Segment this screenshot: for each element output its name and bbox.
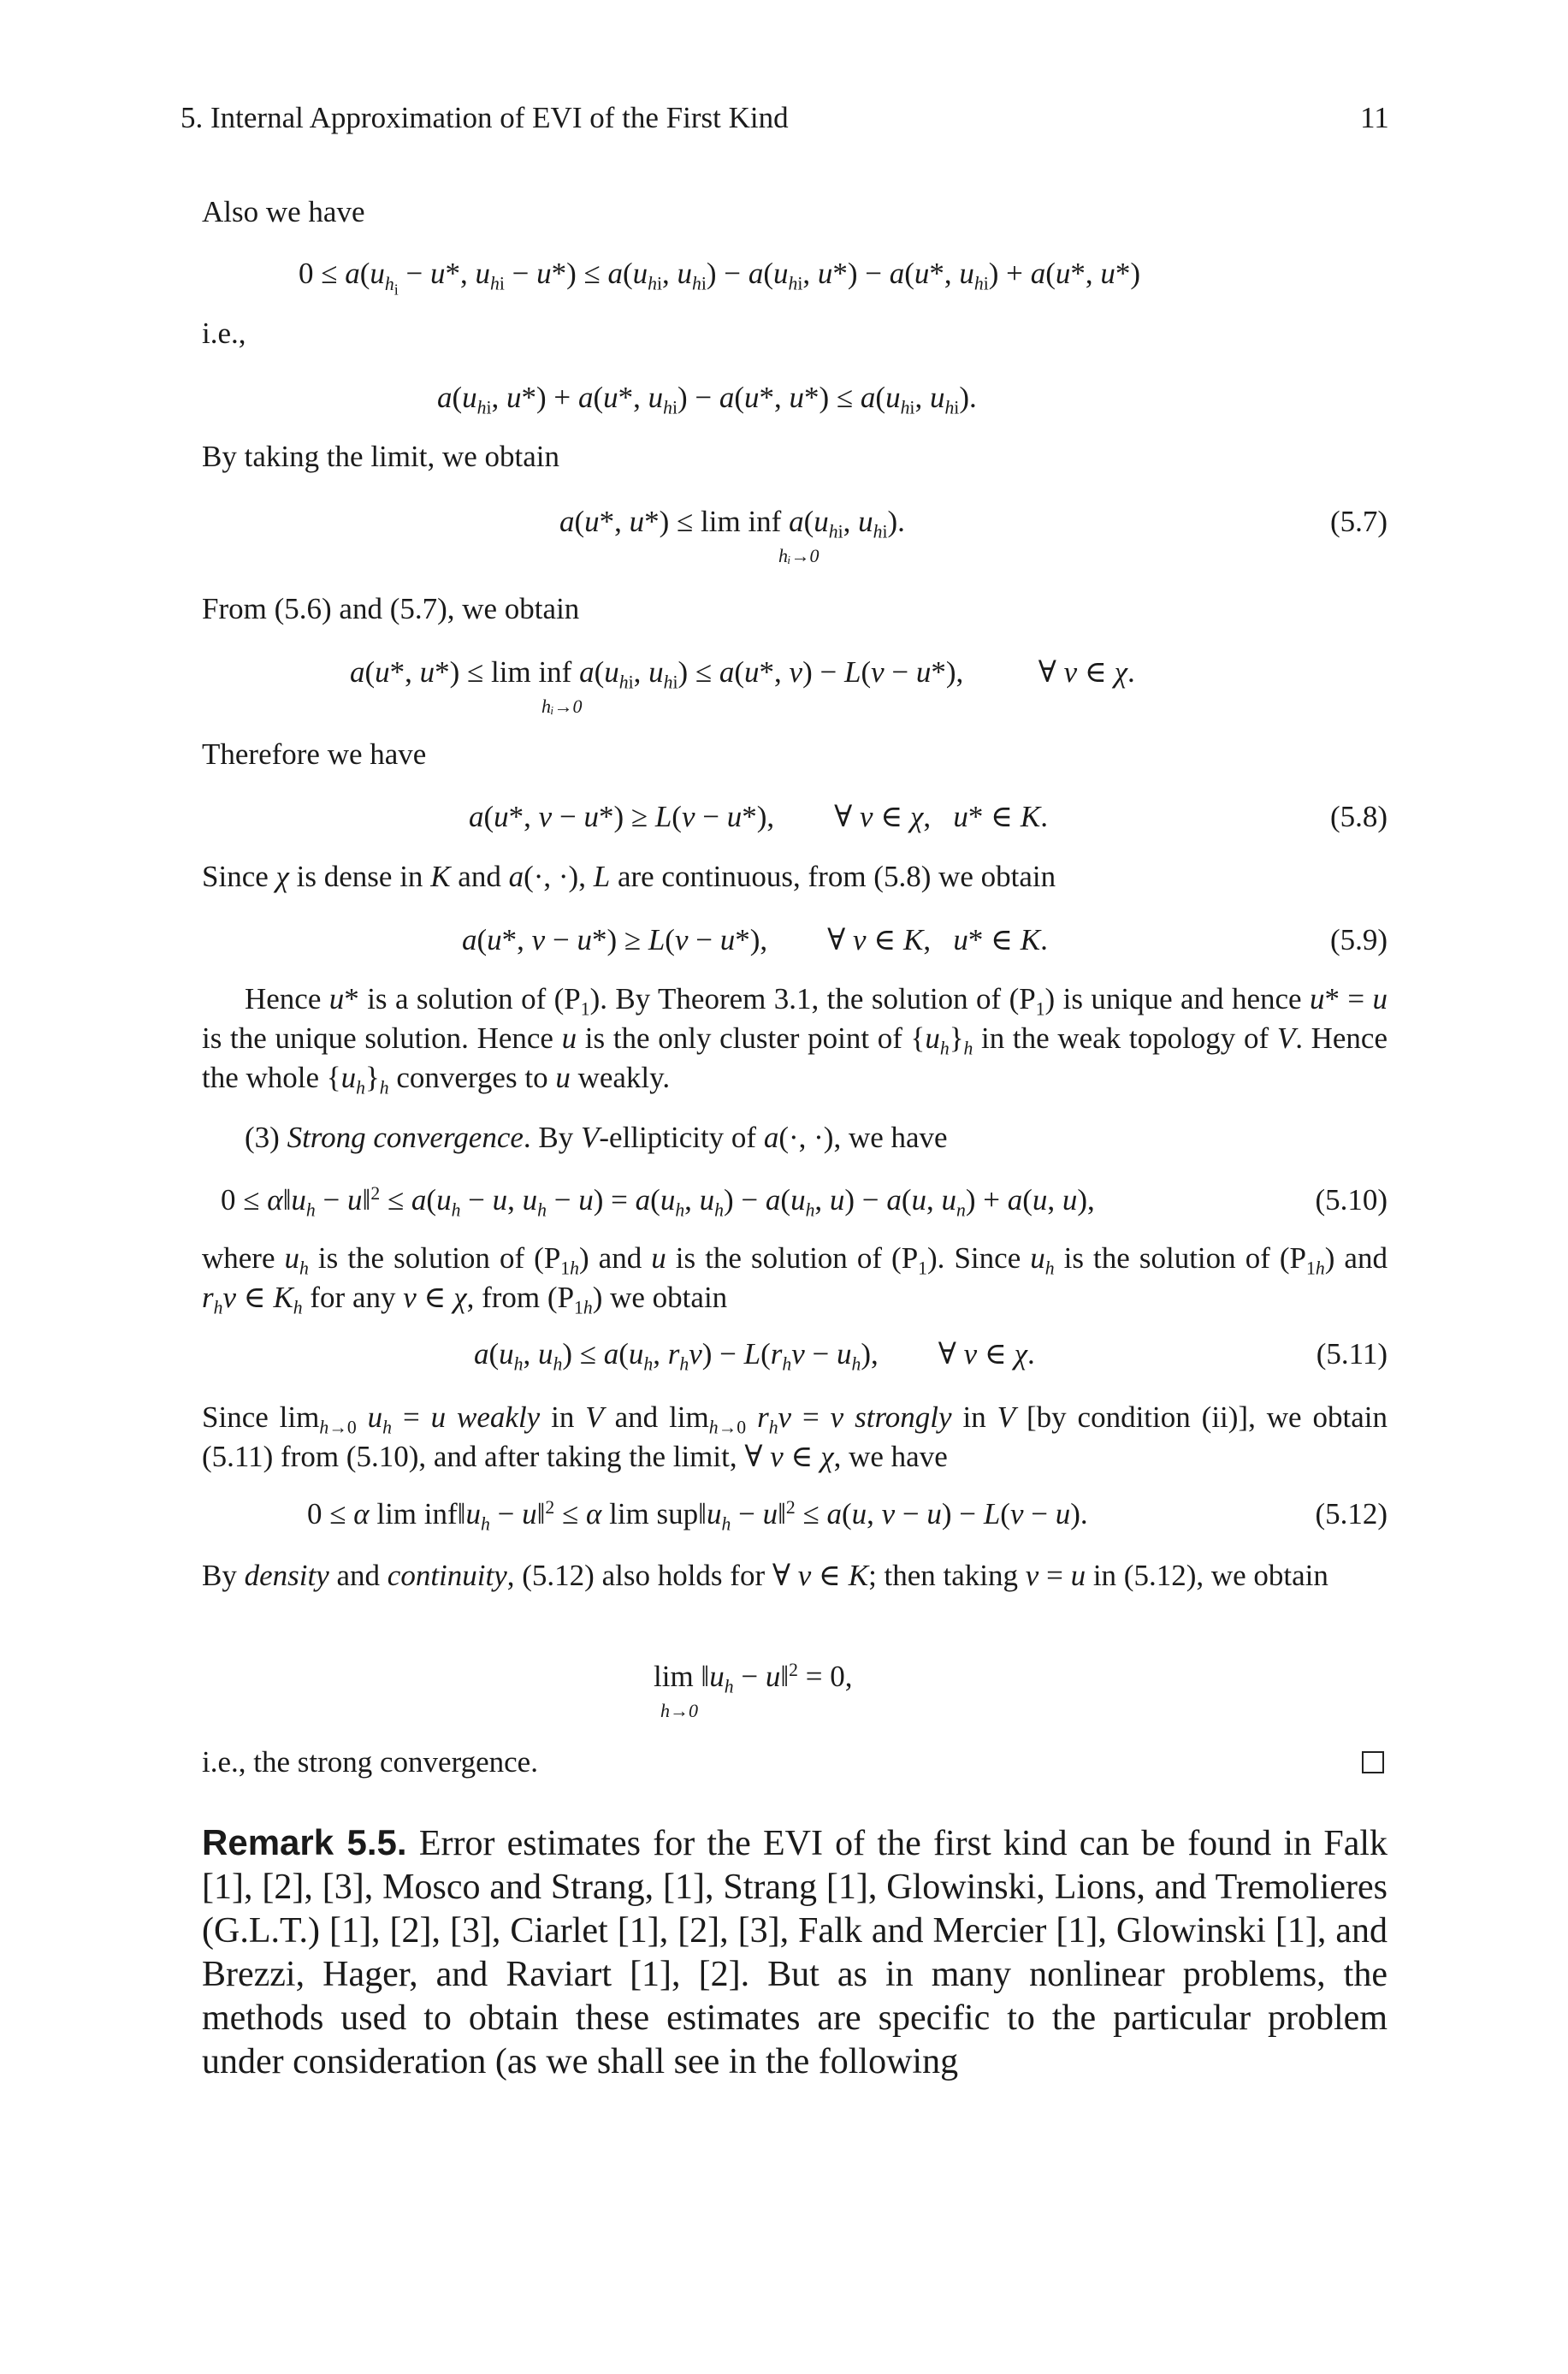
remark-label: Remark 5.5. (202, 1822, 407, 1862)
equation-a: $0 \le a(u_{h_i} - u*$, $u_{hi} - u*) \le a(u_{hi}$, $u_{hi}) - a(u_{hi}$, u*) − a(u*, $u_{hi}) + a(u*$, u*) (299, 257, 1140, 298)
equation-number-5-8: (5.8) (1329, 800, 1388, 833)
text-therefore: Therefore we have (202, 737, 427, 771)
paragraph-where: where $u_h$ is the solution of $(P_{1h})$ and u is the solution of $(P_1)$. Since $u_h$ is the solution of $(P_{1h})$ and $r_hv$ ∈ $K_h$ for any v ∈ χ, from $(P_{1h})$ we obtain (202, 1241, 1388, 1318)
text-by-taking-limit: By taking the limit, we obtain (202, 440, 560, 473)
equation-5-10: $0 \le \alpha‖u_h$ − u‖$^2$ ≤ $a(u_h - u$, $u_h - u) = a(u_h$, $u_h) - a(u_h$, u) − a(u, $u_n) + a(u$, u), (221, 1183, 1095, 1221)
equation-5-8: a(u*, v − u*) ≥ L(v − u*), ∀ v ∈ χ, u* ∈ K. (469, 800, 1048, 833)
equation-number-5-11: (5.11) (1316, 1337, 1388, 1371)
limit-subscript-2: hᵢ→0 (541, 696, 583, 717)
limit-subscript-3: h→0 (660, 1700, 698, 1721)
paragraph-since-lim: Since $\lim_{h\to 0} u_h = u$ weakly in V and $\lim_{h\to 0} r_hv = v$ strongly in V [by condition (ii)], we obtain (5.11) from (5.10), and after taking the limit, ∀ v ∈ χ, we have (202, 1400, 1388, 1473)
text-ie-1: i.e., (202, 317, 246, 350)
equation-number-5-10: (5.10) (1315, 1183, 1388, 1217)
equation-d: $\lim ‖u_h$ − u‖$^2$ = 0, (654, 1660, 853, 1697)
text-from-56-57: From (5.6) and (5.7), we obtain (202, 592, 580, 625)
text-strong-convergence-end: i.e., the strong convergence. (202, 1745, 538, 1779)
equation-c: a(u*, u*) ≤ lim inf $a(u_{hi}$, $u_{hi}) \le a(u*$, v) − L(v − u*), ∀ v ∈ χ. (350, 655, 1135, 693)
equation-5-12: 0 ≤ α $\lim inf‖u_h$ − u‖$^2$ ≤ α $\lim sup‖u_h$ − u‖$^2$ ≤ a(u, v − u) − L(v − u). (307, 1497, 1088, 1535)
paragraph-hence: Hence u* is a solution of $(P_1)$. By Theorem 3.1, the solution of $(P_1)$ is unique and hence u* = u is the unique solution. Hence u is the only cluster point of $\{u_h\}_h$ in the weak topology of V. Hence the whole $\{u_h\}_h$ converges to u weakly. (202, 982, 1388, 1098)
limit-subscript-1: hᵢ→0 (778, 545, 820, 566)
equation-number-5-9: (5.9) (1329, 923, 1388, 956)
paragraph-by-density: By density and continuity, (5.12) also holds for ∀ v ∈ K; then taking v = u in (5.12), we obtain (202, 1559, 1328, 1592)
text-strong-convergence: (3) Strong convergence. By V-ellipticity of a(·, ·), we have (245, 1121, 948, 1154)
text-since-chi-dense: Since χ is dense in K and a(·, ·), L are continuous, from (5.8) we obtain (202, 860, 1056, 893)
equation-b: $a(u_{hi}$, u*) + a(u*, $u_{hi}) - a(u*$, $u*) \le a(u_{hi}$, $u_{hi}$). (437, 381, 977, 418)
qed-square-icon (1362, 1751, 1384, 1773)
remark-5-5 (202, 1820, 1388, 2084)
equation-number-5-12: (5.12) (1315, 1497, 1388, 1530)
equation-number-5-7: (5.7) (1329, 505, 1388, 538)
running-title: 5. Internal Approximation of EVI of the First Kind (180, 101, 789, 134)
equation-5-7: a(u*, u*) ≤ lim inf $a(u_{hi}$, $u_{hi}$). (559, 505, 905, 542)
page-number: 11 (1360, 101, 1389, 134)
remark-text: Error estimates for the EVI of the first kind can be found in Falk [1], [2], [3], Mosco and Strang, [1], Strang [1], Glowinski, Lions, and Tremolieres (G.L.T.) [1], [2], [3], Ciarlet [1], [2], [3], Falk and Mercier [1], Glowinski [1], and Brezzi, Hager, and Raviart [1], [2]. But as in many nonlinear problems, the methods used to obtain these estimates are specific to the particular problem under consideration (as we shall see in the following (202, 1824, 1388, 2081)
text-also-we-have: Also we have (202, 195, 365, 228)
equation-5-11: $a(u_h$, $u_h) \le a(u_h$, $r_hv) - L(r_hv - u_h)$, ∀ v ∈ χ. (474, 1337, 1035, 1375)
equation-5-9: a(u*, v − u*) ≥ L(v − u*), ∀ v ∈ K, u* ∈ K. (462, 923, 1048, 956)
